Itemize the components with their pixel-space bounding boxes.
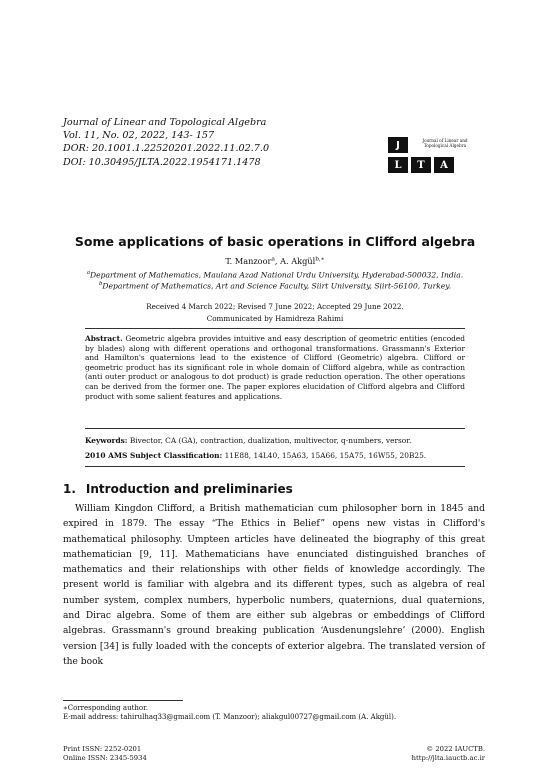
body-paragraph: William Kingdon Clifford, a British mathematician cum philosopher born in 1845 and expired in 1879. The essay “The Ethics in Belief” opens new vistas in Clifford's mathematical philosophy. Umpteen articles have delineated the biography of this great mathematician [9, 11]. Mathematicians have enunciated distinguished branches of mathematics and their relationships with other fields of knowledge accordingly. The present world is familiar with algebra and its different types, such as algebra of real number system, complex numbers, hyperbolic numbers, quaternions, dual quaternions, and Dirac algebra. Some of them are either sub algebras or embeddings of Clifford algebras. Grassmann's ground breaking publication ‘Ausdenungslehre’ (2000). English version [34] is fully loaded with the concepts of exterior algebra. The translated version of the book (63, 504, 485, 667)
journal-name: Journal of Linear and Topological Algebra (63, 117, 267, 128)
print-issn: Print ISSN: 2252-0201 (63, 745, 142, 753)
received-dates: Received 4 March 2022; Revised 7 June 2022; Accepted 29 June 2022. (146, 302, 404, 311)
abstract-bottom-rule (85, 428, 465, 429)
footnote-corresponding: ∗Corresponding author. (63, 704, 148, 712)
abstract-label: Abstract. (85, 334, 123, 343)
logo-tile-t: T (411, 157, 431, 173)
section-heading (63, 482, 293, 496)
footer-copyright-block (330, 745, 485, 762)
author-2-mark: b,∗ (315, 256, 325, 263)
journal-header (63, 116, 269, 169)
affiliation-a-text: Department of Mathematics, Maulana Azad National Urdu University, Hyderabad-500032, India. (90, 270, 464, 280)
abstract-top-rule (85, 328, 465, 329)
section-title: Introduction and preliminaries (85, 482, 293, 496)
affiliation-b-mark: b (99, 281, 103, 287)
affiliation-b (0, 281, 550, 291)
logo-journal-name: Journal of Linear and Topological Algebra (422, 138, 468, 148)
abstract (85, 334, 465, 401)
logo-tiles (388, 157, 454, 173)
footnote-rule (63, 700, 183, 701)
keywords-text: Bivector, CA (GA), contraction, dualization, multivector, q-numbers, versor. (129, 436, 412, 445)
affiliation-a-mark: a (86, 270, 90, 276)
footnote-email: E-mail address: tahirulhaq33@gmail.com (T. Manzoor); aliakgul00727@gmail.com (A. Akgül). (63, 713, 397, 721)
keywords-label: Keywords: (85, 436, 128, 445)
keywords (85, 436, 465, 446)
ams-text: 11E88, 14L40, 15A63, 15A66, 15A75, 16W55, 20B25. (224, 451, 427, 460)
author-1: T. Manzoor (225, 256, 272, 266)
online-issn: Online ISSN: 2345-5934 (63, 753, 147, 762)
paper-title: Some applications of basic operations in Clifford algebra (74, 234, 476, 249)
journal-url[interactable]: http://jlta.iauctb.ac.ir (411, 753, 485, 762)
authors (0, 256, 550, 266)
footer-issn (63, 745, 147, 762)
affiliation-a (0, 270, 550, 280)
copyright: © 2022 IAUCTB. (426, 745, 485, 753)
communicated-by: Communicated by Hamidreza Rahimi (206, 314, 344, 323)
logo-tile-l: L (388, 157, 408, 173)
author-1-mark: a (271, 256, 275, 263)
keywords-bottom-rule (85, 466, 465, 467)
logo-j-tile: J (388, 137, 408, 153)
affiliation-b-text: Department of Mathematics, Art and Science Faculty, Siirt University, Siirt-56100, Turkey. (102, 281, 451, 291)
journal-logo (388, 137, 479, 175)
abstract-text: Geometric algebra provides intuitive and easy description of geometric entities (encoded by blades) along with different operations and orthogonal transformations. Grassmann's Exterior and Hamilton's quaternions lead to the existence of Clifford (Geometric) algebra. Clifford or geometric product has its significant role in whole domain of Clifford algebra, while as contraction (anti outer product or analogous to dot product) is grade reduction operation. The other operations can be derived from the former one. The paper explores elucidation of Clifford algebra and Clifford product with some salient features and applications. (85, 334, 465, 401)
journal-dor: DOR: 20.1001.1.22520201.2022.11.02.7.0 (63, 143, 270, 155)
logo-tile-a: A (434, 157, 454, 173)
ams-classification (85, 451, 465, 461)
journal-doi: DOI: 10.30495/JLTA.2022.1954171.1478 (63, 156, 261, 168)
author-2: , A. Akgül (274, 256, 316, 266)
ams-label: 2010 AMS Subject Classification: (85, 451, 223, 460)
journal-volume: Vol. 11, No. 02, 2022, 143- 157 (63, 130, 215, 142)
section-number: 1. (63, 482, 76, 496)
